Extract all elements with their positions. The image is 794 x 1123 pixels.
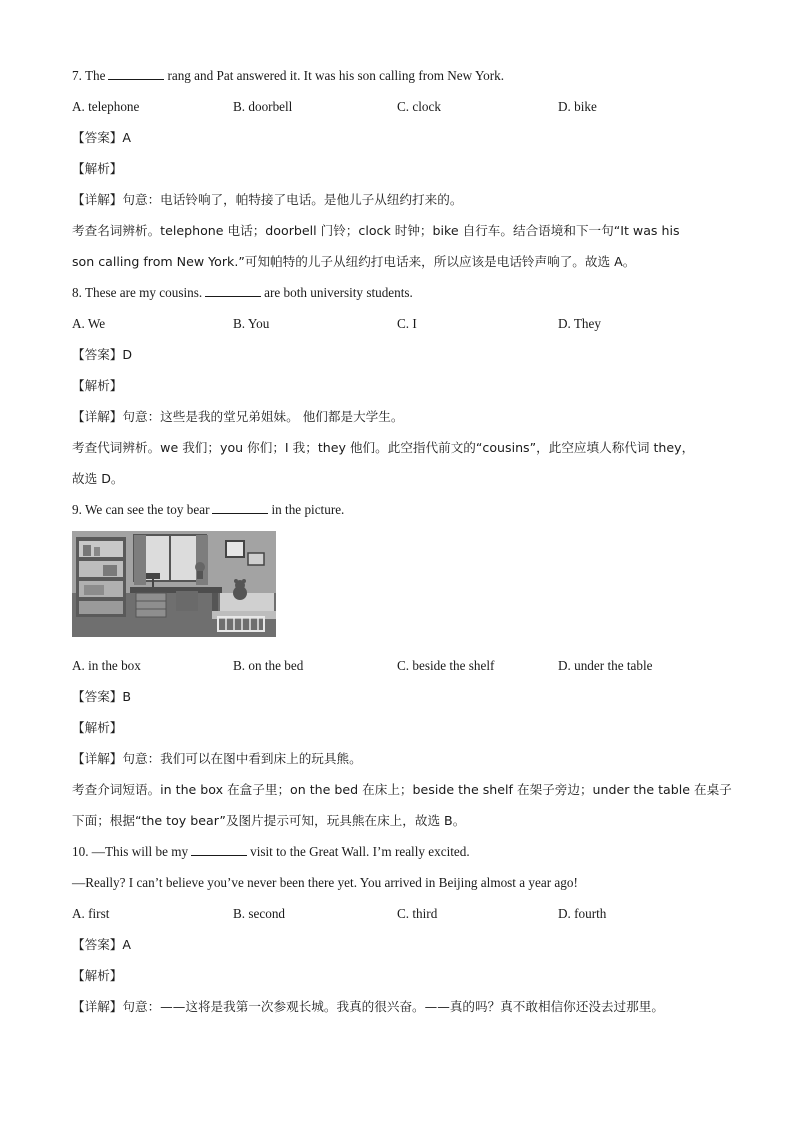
answer-label: 【答案】B bbox=[72, 689, 132, 704]
question-9-stem: 9. We can see the toy bear in the picture. bbox=[72, 502, 345, 517]
question-10-stem-reply: —Really? I can’t believe you’ve never been there yet. You arrived in Beijing almost a year ago! bbox=[72, 875, 578, 890]
exam-page bbox=[72, 66, 732, 1028]
option-a: A. first bbox=[72, 906, 110, 921]
answer-blank bbox=[191, 843, 247, 856]
question-10-options bbox=[72, 904, 732, 935]
answer-blank bbox=[212, 501, 268, 514]
analysis-label: 【解析】 bbox=[72, 720, 123, 735]
explanation-line: 考查介词短语。in the box 在盒子里；on the bed 在床上；beside the shelf 在架子旁边；under the table 在桌子 bbox=[72, 782, 732, 797]
option-b: B. on the bed bbox=[233, 658, 304, 673]
analysis-label: 【解析】 bbox=[72, 378, 123, 393]
option-b: B. second bbox=[233, 906, 286, 921]
detail-text: 【详解】句意：我们可以在图中看到床上的玩具熊。 bbox=[72, 751, 362, 766]
option-d: D. They bbox=[558, 316, 601, 331]
question-10-stem: 10. —This will be my visit to the Great Wall. I’m really excited. bbox=[72, 844, 470, 859]
analysis-label: 【解析】 bbox=[72, 161, 123, 176]
bedroom-picture bbox=[72, 531, 276, 637]
bedroom-picture-icon bbox=[72, 531, 276, 637]
option-b: B. You bbox=[233, 316, 270, 331]
detail-text: 【详解】句意：这些是我的堂兄弟姐妹。 他们都是大学生。 bbox=[72, 409, 404, 424]
option-a: A. telephone bbox=[72, 99, 140, 114]
explanation-line: 考查名词辨析。telephone 电话；doorbell 门铃；clock 时钟；bike 自行车。结合语境和下一句“It was his bbox=[72, 223, 680, 238]
answer-blank bbox=[108, 67, 164, 80]
question-8-options bbox=[72, 314, 732, 345]
detail-text: 【详解】句意：——这将是我第一次参观长城。我真的很兴奋。——真的吗？真不敢相信你还没去过那里。 bbox=[72, 999, 664, 1014]
option-c: C. I bbox=[397, 316, 417, 331]
explanation-line: son calling from New York.”可知帕特的儿子从纽约打电话来，所以应该是电话铃声响了。故选 A。 bbox=[72, 254, 636, 269]
option-c: C. beside the shelf bbox=[397, 658, 495, 673]
option-d: D. fourth bbox=[558, 906, 607, 921]
analysis-label: 【解析】 bbox=[72, 968, 123, 983]
option-b: B. doorbell bbox=[233, 99, 293, 114]
question-7-stem: 7. The rang and Pat answered it. It was his son calling from New York. bbox=[72, 68, 505, 83]
question-9-options bbox=[72, 656, 732, 687]
answer-label: 【答案】A bbox=[72, 130, 131, 145]
option-c: C. clock bbox=[397, 99, 441, 114]
option-d: D. under the table bbox=[558, 658, 653, 673]
explanation-line: 考查代词辨析。we 我们；you 你们；I 我；they 他们。此空指代前文的“cousins”，此空应填人称代词 they， bbox=[72, 440, 695, 455]
answer-blank bbox=[205, 284, 261, 297]
answer-label: 【答案】D bbox=[72, 347, 133, 362]
option-a: A. We bbox=[72, 316, 106, 331]
option-d: D. bike bbox=[558, 99, 597, 114]
option-c: C. third bbox=[397, 906, 438, 921]
explanation-line: 下面；根据“the toy bear”及图片提示可知，玩具熊在床上，故选 B。 bbox=[72, 813, 466, 828]
option-a: A. in the box bbox=[72, 658, 141, 673]
question-7-options bbox=[72, 97, 732, 128]
answer-label: 【答案】A bbox=[72, 937, 131, 952]
explanation-line: 故选 D。 bbox=[72, 471, 124, 486]
detail-text: 【详解】句意：电话铃响了，帕特接了电话。是他儿子从纽约打来的。 bbox=[72, 192, 463, 207]
question-8-stem: 8. These are my cousins. are both university students. bbox=[72, 285, 413, 300]
